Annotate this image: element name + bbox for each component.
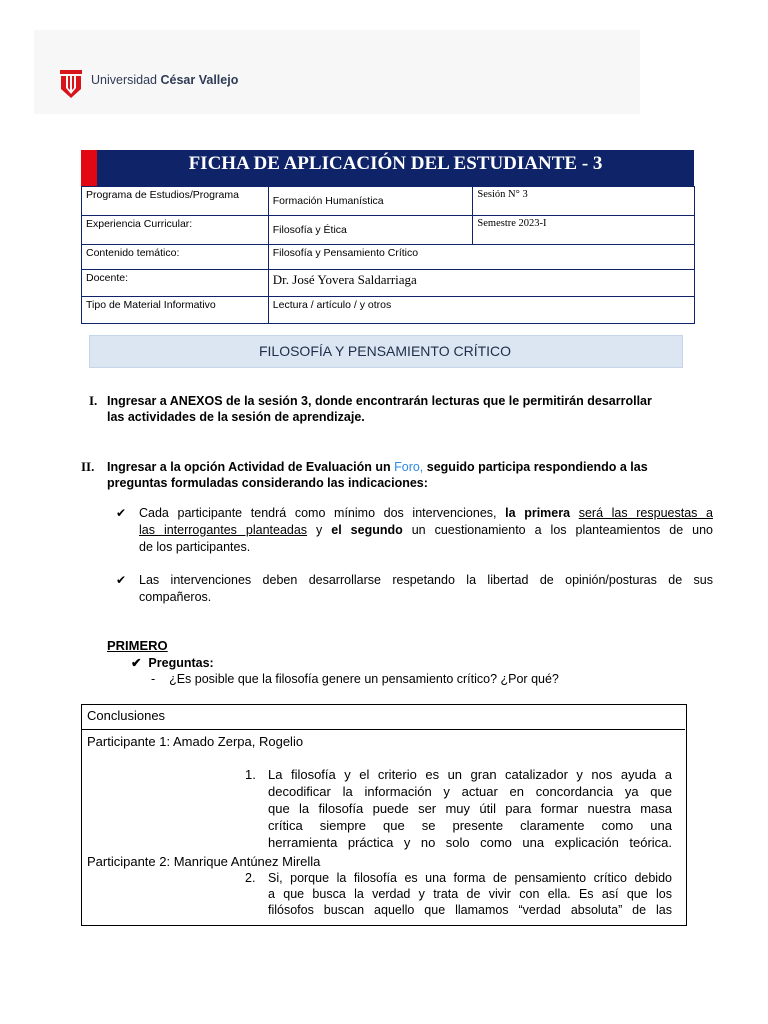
university-logo-icon [60, 70, 82, 98]
primero-heading: PRIMERO [107, 638, 168, 653]
info-value: Dr. José Yovera Saldarriaga [268, 270, 694, 297]
section2-line: preguntas formuladas considerando las indicaciones: [107, 476, 428, 490]
section2-line: Ingresar a la opción Actividad de Evaluación un Foro, seguido participa respondiendo a las [107, 460, 648, 474]
conclusions-header-row [81, 704, 685, 730]
section2-text [107, 459, 713, 491]
table-row [82, 270, 695, 297]
info-value: Formación Humanística [268, 187, 473, 216]
conclusions-header: Conclusiones [87, 708, 166, 723]
question-item: - ¿Es posible que la filosofía genere un pensamiento crítico? ¿Por qué? [151, 672, 559, 686]
info-label: Tipo de Material Informativo [82, 297, 269, 324]
participant-answer: La filosofía y el criterio es un gran catalizador y nos ayuda a decodificar la información y actuar en concordancia ya que que la filosofía puede ser muy útil para formar nuestra masa crítica siempre que se presente claramente como una herramienta práctica y no solo como una explicación teórica. [268, 767, 672, 850]
page-title: FICHA DE APLICACIÓN DEL ESTUDIANTE - 3 [188, 153, 603, 174]
section1-text [107, 393, 713, 425]
participant-name: Participante 2: Manrique Antúnez Mirella [87, 854, 321, 869]
info-label: Docente: [82, 270, 269, 297]
subtitle: FILOSOFÍA Y PENSAMIENTO CRÍTICO [258, 343, 512, 359]
info-label: Experiencia Curricular: [82, 216, 269, 245]
section-numeral: I. [89, 393, 98, 408]
table-row [82, 187, 695, 216]
university-name: Universidad César Vallejo [91, 73, 239, 87]
info-extra: Sesión N° 3 [473, 187, 695, 216]
preguntas-label: ✔ Preguntas: [131, 656, 214, 670]
section-numeral: II. [81, 459, 95, 474]
info-value: Filosofía y Ética [268, 216, 473, 245]
section1-line: las actividades de la sesión de aprendizaje. [107, 410, 365, 424]
bullet-item: Cada participante tendrá como mínimo dos intervenciones, la primera será las respuestas a las interrogantes planteadas y el segundo un cuestionamiento a los planteamientos de uno de los participantes. [139, 506, 713, 554]
checkmark-icon: ✔ [116, 506, 127, 520]
info-label: Programa de Estudios/Programa [82, 187, 269, 216]
info-extra: Semestre 2023-I [473, 216, 695, 245]
participant-answer: Si, porque la filosofía es una forma de pensamiento crítico debido a que busca la verdad y trata de vivir con ella. Es así que los filósofos buscan aquello que llamamos “verdad absoluta” de las [268, 871, 672, 917]
table-row [82, 297, 695, 324]
checkmark-icon: ✔ [116, 573, 127, 587]
info-value: Filosofía y Pensamiento Crítico [268, 245, 694, 270]
info-table [81, 186, 695, 324]
table-row [82, 245, 695, 270]
participant-name: Participante 1: Amado Zerpa, Rogelio [87, 734, 304, 749]
bullet-item: Las intervenciones deben desarrollarse respetando la libertad de opinión/posturas de sus compañeros. [139, 573, 713, 604]
info-label: Contenido temático: [82, 245, 269, 270]
table-row [82, 216, 695, 245]
header-band [34, 30, 640, 114]
foro-link: Foro, [394, 460, 424, 474]
list-number: 2. [245, 871, 256, 885]
section1-line: Ingresar a ANEXOS de la sesión 3, donde encontrarán lecturas que le permitirán desarrollar [107, 394, 652, 408]
title-accent [81, 150, 97, 186]
info-value: Lectura / artículo / y otros [268, 297, 694, 324]
list-number: 1. [245, 767, 256, 782]
